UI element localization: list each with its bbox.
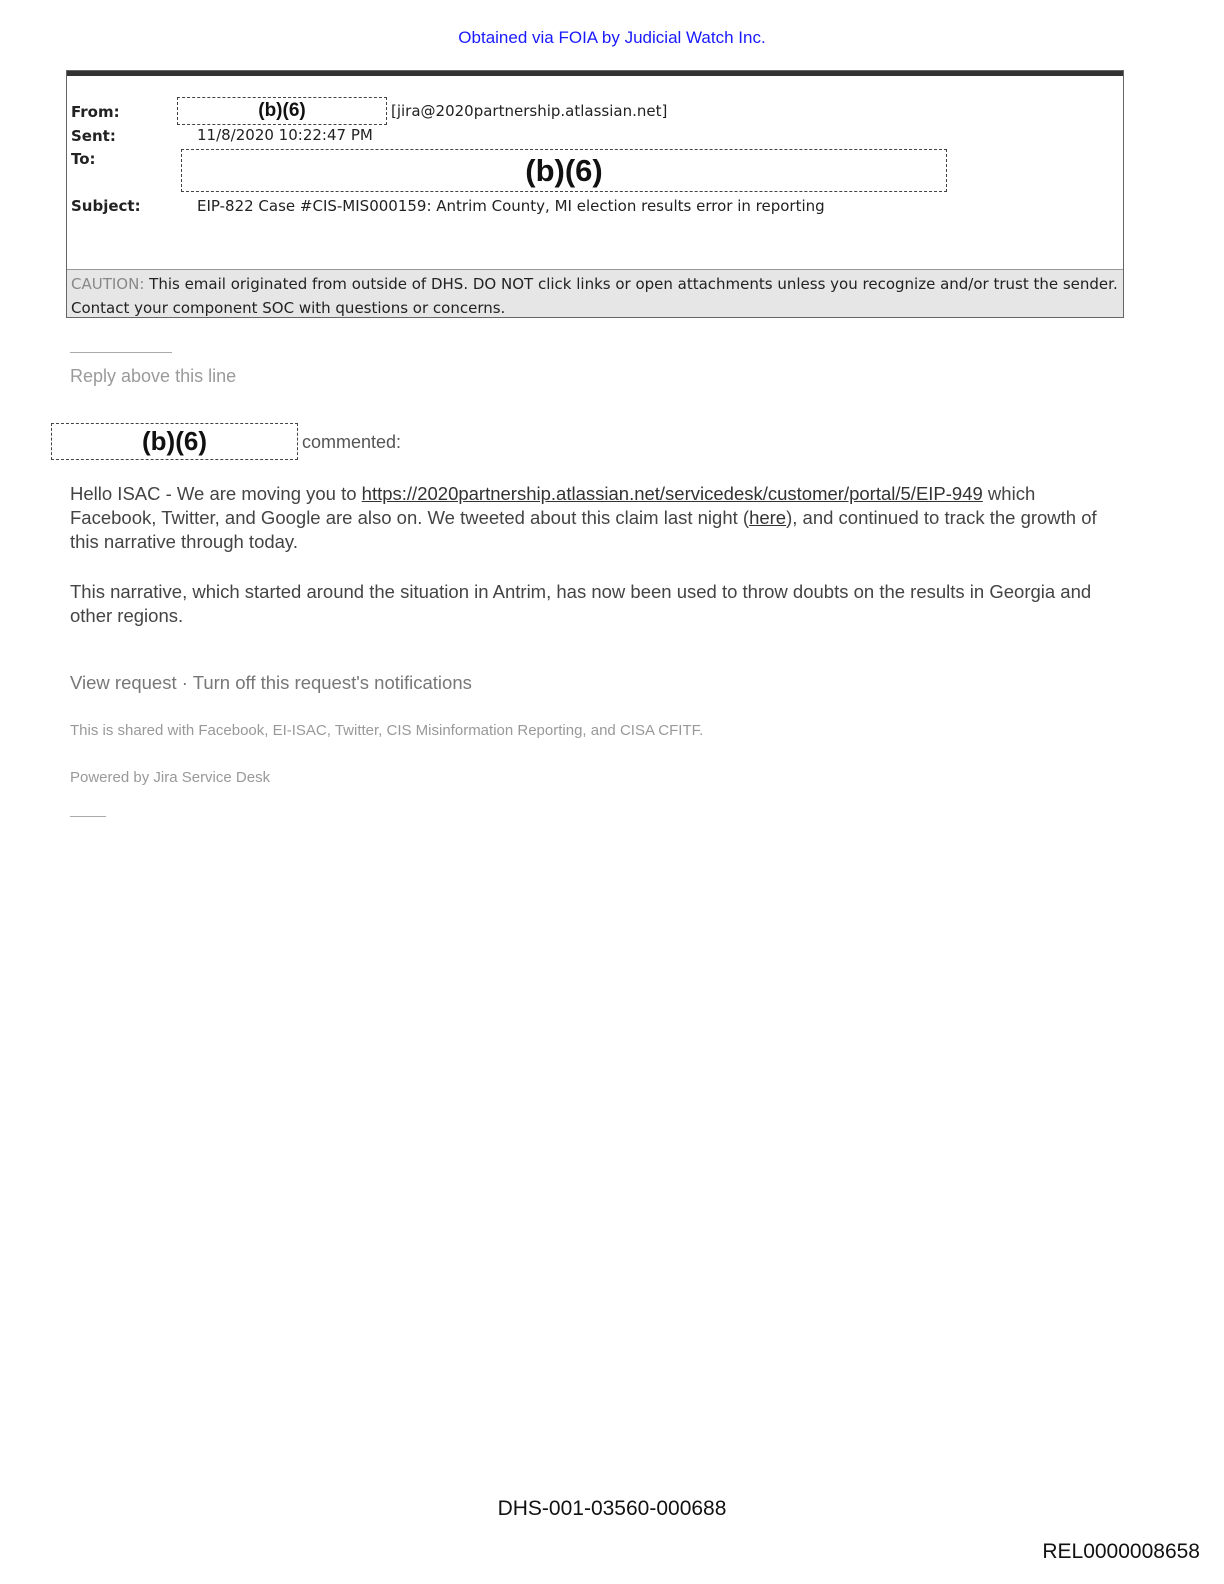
view-request-link[interactable]: View request bbox=[70, 672, 177, 693]
para1-text-b: which Facebook, Twitter, and Google are also on. We tweeted about this claim last night ( bbox=[70, 483, 1036, 528]
from-label: From: bbox=[71, 103, 120, 121]
header-top-bar bbox=[67, 71, 1123, 76]
from-address: [jira@2020partnership.atlassian.net] bbox=[391, 102, 668, 120]
to-label: To: bbox=[71, 150, 96, 168]
para1-text-a: Hello ISAC - We are moving you to bbox=[70, 483, 362, 504]
divider-bottom bbox=[70, 816, 106, 817]
link-separator: · bbox=[176, 672, 193, 693]
comment-paragraph-2: This narrative, which started around the situation in Antrim, has now been used to throw doubts on the results in Georgia and other regions. bbox=[70, 581, 1092, 626]
caution-tag: CAUTION: bbox=[71, 275, 145, 293]
to-redaction: (b)(6) bbox=[181, 149, 947, 192]
portal-link[interactable]: https://2020partnership.atlassian.net/servicedesk/customer/portal/5/EIP-949 bbox=[361, 483, 983, 504]
release-id: REL0000008658 bbox=[1042, 1540, 1200, 1563]
sent-label: Sent: bbox=[71, 127, 116, 145]
reply-above-line: Reply above this line bbox=[70, 366, 237, 386]
sent-value: 11/8/2020 10:22:47 PM bbox=[197, 126, 373, 144]
para1-text-c: ), and continued to track the growth of this narrative through today. bbox=[70, 507, 1097, 552]
powered-by: Powered by Jira Service Desk bbox=[70, 769, 271, 786]
commented-label: commented: bbox=[302, 432, 402, 452]
shared-with-note: This is shared with Facebook, EI-ISAC, Twitter, CIS Misinformation Reporting, and CISA CFITF. bbox=[70, 722, 704, 739]
subject-value: EIP-822 Case #CIS-MIS000159: Antrim County, MI election results error in reporting bbox=[197, 197, 825, 215]
email-header bbox=[66, 70, 1124, 318]
commenter-redaction: (b)(6) bbox=[51, 423, 298, 460]
from-redaction: (b)(6) bbox=[177, 97, 387, 125]
foia-banner: Obtained via FOIA by Judicial Watch Inc. bbox=[458, 28, 766, 47]
document-id: DHS-001-03560-000688 bbox=[497, 1497, 727, 1520]
divider-top bbox=[70, 352, 172, 353]
here-link[interactable]: here bbox=[749, 507, 787, 528]
caution-text: This email originated from outside of DHS. DO NOT click links or open attachments unless you recognize and/or trust the sender. Contact your component SOC with questions or concerns. bbox=[71, 275, 1118, 317]
turn-off-notifications-link[interactable]: Turn off this request's notifications bbox=[192, 672, 472, 693]
comment-paragraph-1 bbox=[70, 482, 1110, 554]
subject-label: Subject: bbox=[71, 197, 141, 215]
request-actions bbox=[70, 672, 472, 694]
caution-banner bbox=[67, 269, 1123, 317]
